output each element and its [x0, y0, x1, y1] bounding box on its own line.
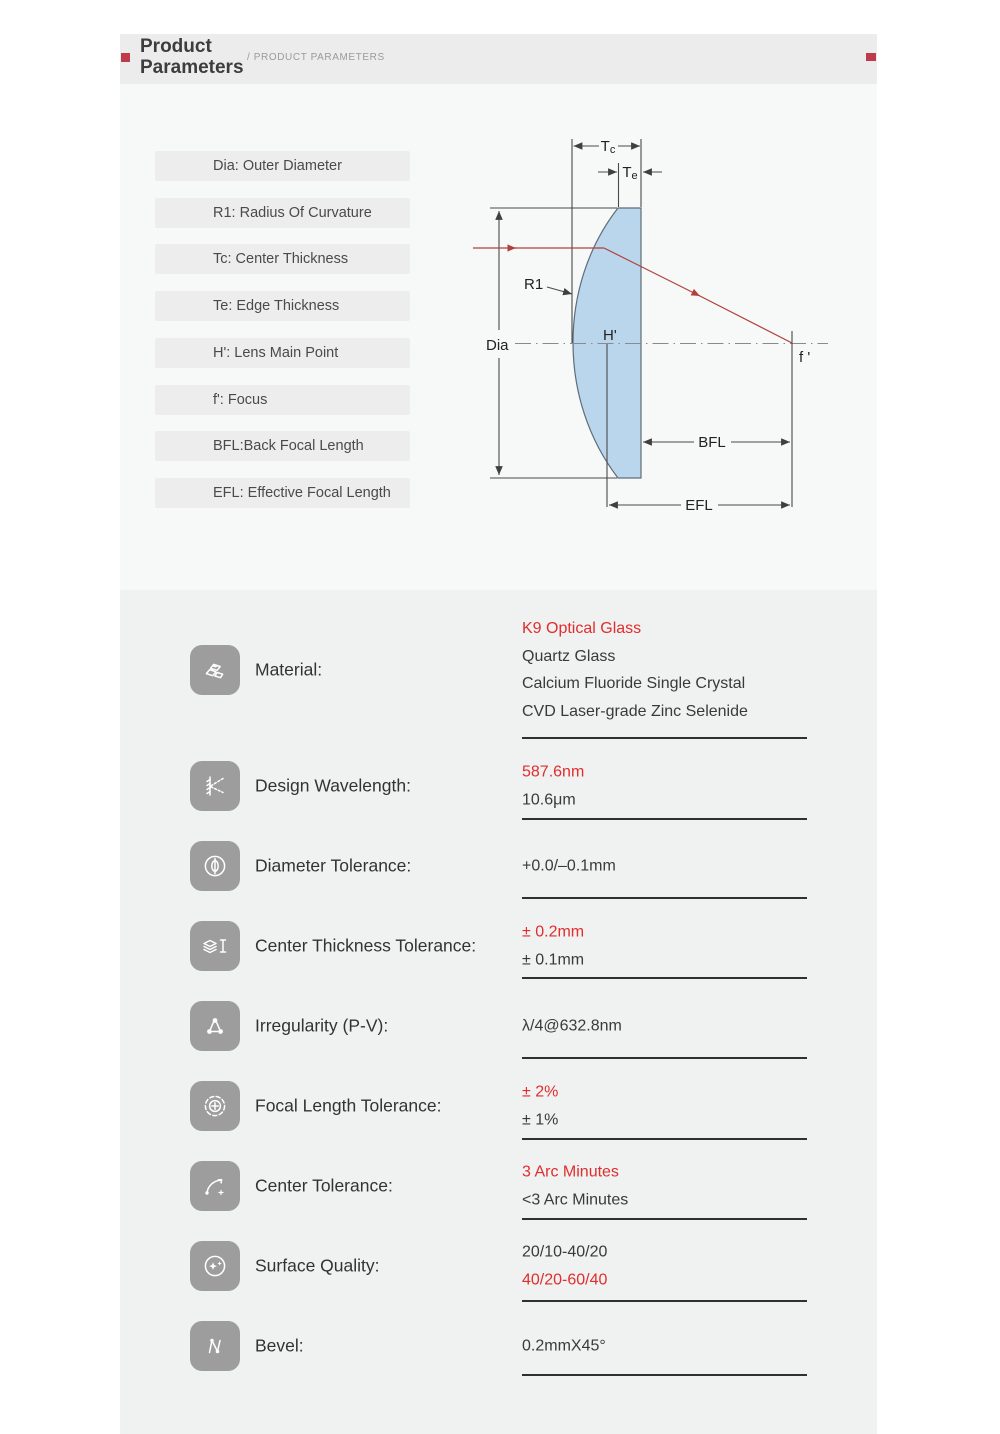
light-ray-refracted: [698, 295, 792, 343]
spec-value: ± 1%: [522, 1111, 559, 1128]
focal-length-icon: [190, 1081, 240, 1131]
spec-row-focal-length-tolerance: [190, 1081, 877, 1131]
spec-row-bevel: [190, 1321, 877, 1371]
divider-rule: [522, 1218, 807, 1220]
spec-rows: [120, 590, 877, 1434]
bfl-label: BFL: [698, 434, 726, 451]
r1-leader: [547, 287, 572, 294]
lens-diagram: [120, 84, 877, 590]
spec-values: [522, 1159, 628, 1214]
page-title-line2: Parameters: [140, 57, 244, 78]
spec-value: 40/20-60/40: [522, 1271, 608, 1288]
section-header: [120, 34, 877, 84]
spec-values: [522, 759, 584, 814]
legend-item-label: H': Lens Main Point: [213, 345, 339, 361]
spec-value: +0.0/–0.1mm: [522, 857, 616, 875]
spec-values: [522, 1239, 607, 1294]
divider-rule: [522, 1300, 807, 1302]
legend-item-label: Tc: Center Thickness: [213, 251, 349, 267]
spec-value: <3 Arc Minutes: [522, 1191, 629, 1208]
spec-value: ± 0.1mm: [522, 951, 585, 968]
spec-row-center-tolerance: [190, 1161, 877, 1211]
legend-item-label: EFL: Effective Focal Length: [213, 485, 391, 501]
spec-label: Design Wavelength:: [255, 775, 411, 796]
te-label: Te: [622, 164, 638, 182]
spec-row-material: [190, 620, 877, 720]
spec-value: ± 2%: [522, 1083, 559, 1101]
spec-values: [522, 1012, 622, 1040]
legend-item-label: Te: Edge Thickness: [213, 298, 340, 314]
red-accent-square-left: [121, 53, 130, 62]
spec-values: [522, 852, 616, 880]
spec-value: 10.6μm: [522, 791, 576, 808]
spec-value: ± 0.2mm: [522, 923, 585, 941]
spec-label: Diameter Tolerance:: [255, 855, 412, 876]
legend-item-label: f': Focus: [213, 392, 268, 408]
spec-label: Bevel:: [255, 1335, 304, 1356]
spec-values: [522, 1079, 558, 1134]
r1-label: R1: [524, 276, 544, 293]
efl-label: EFL: [685, 497, 713, 514]
center-thickness-icon: [190, 921, 240, 971]
spec-value: 20/10-40/20: [522, 1243, 608, 1261]
spec-row-surface-quality: [190, 1241, 877, 1291]
spec-value: 0.2mmX45°: [522, 1337, 606, 1355]
red-accent-square-right: [866, 53, 876, 61]
surface-quality-icon: [190, 1241, 240, 1291]
spec-value: 3 Arc Minutes: [522, 1163, 619, 1181]
spec-row-diameter-tolerance: [190, 841, 877, 891]
divider-rule: [522, 1138, 807, 1140]
page-subtitle: / PRODUCT PARAMETERS: [247, 52, 385, 63]
spec-label: Center Thickness Tolerance:: [255, 935, 477, 956]
spec-value: K9 Optical Glass: [522, 620, 642, 637]
spec-values: [522, 919, 584, 974]
page-title: [140, 36, 244, 78]
spec-label: Focal Length Tolerance:: [255, 1095, 442, 1116]
center-tolerance-icon: [190, 1161, 240, 1211]
spec-value: 587.6nm: [522, 763, 585, 781]
spec-value: CVD Laser-grade Zinc Selenide: [522, 702, 748, 720]
material-icon: [190, 645, 240, 695]
divider-rule: [522, 897, 807, 899]
wavelength-icon: [190, 761, 240, 811]
spec-row-irregularity: [190, 1001, 877, 1051]
spec-values: [522, 1332, 606, 1360]
bevel-icon: [190, 1321, 240, 1371]
legend-item-label: BFL:Back Focal Length: [213, 438, 364, 454]
dia-label: Dia: [486, 337, 509, 354]
spec-label: Irregularity (P-V):: [255, 1015, 389, 1036]
legend-item-label: Dia: Outer Diameter: [213, 158, 342, 174]
divider-rule: [522, 977, 807, 979]
h-prime-label: H': [603, 327, 617, 344]
tc-label: Tc: [600, 138, 616, 156]
spec-label: Material:: [255, 659, 323, 680]
page-title-line1: Product: [140, 36, 212, 57]
legend-item-label: R1: Radius Of Curvature: [213, 205, 372, 221]
spec-value: Quartz Glass: [522, 647, 616, 665]
divider-rule: [522, 737, 807, 739]
lens-diagram-section: [120, 84, 877, 590]
spec-value: Calcium Fluoride Single Crystal: [522, 675, 746, 692]
spec-label: Center Tolerance:: [255, 1175, 393, 1196]
divider-rule: [522, 1374, 807, 1376]
spec-values: [522, 615, 748, 725]
diameter-tolerance-icon: [190, 841, 240, 891]
spec-row-design-wavelength: [190, 761, 877, 811]
spec-row-center-thickness-tolerance: [190, 921, 877, 971]
spec-label: Surface Quality:: [255, 1255, 380, 1276]
divider-rule: [522, 818, 807, 820]
divider-rule: [522, 1057, 807, 1059]
irregularity-icon: [190, 1001, 240, 1051]
f-prime-label: f ': [799, 349, 811, 366]
spec-value: λ/4@632.8nm: [522, 1017, 622, 1035]
